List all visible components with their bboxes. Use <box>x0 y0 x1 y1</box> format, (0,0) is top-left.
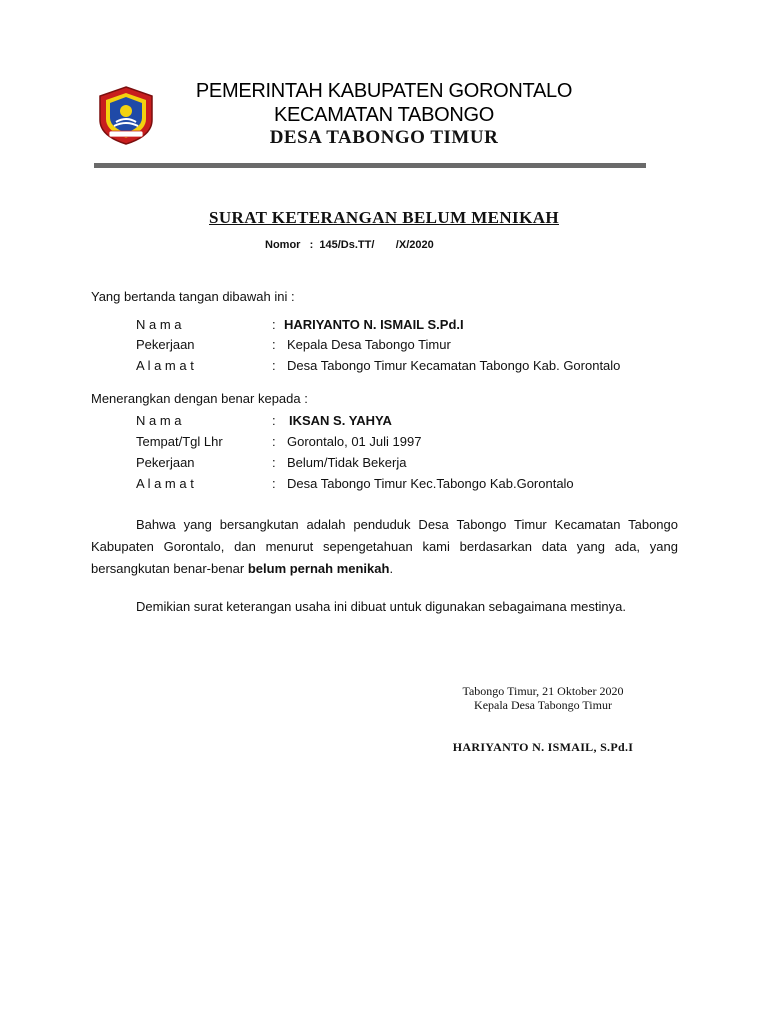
signature-position: Kepala Desa Tabongo Timur <box>474 698 612 712</box>
header-district: KECAMATAN TABONGO <box>273 104 495 126</box>
header-government: PEMERINTAH KABUPATEN GORONTALO <box>195 80 573 102</box>
subject-job-label: Pekerjaan <box>136 455 195 470</box>
colon: : <box>272 476 276 491</box>
subject-name-label: N a m a <box>136 413 182 428</box>
colon: : <box>272 434 276 449</box>
subject-birth-value: Gorontalo, 01 Juli 1997 <box>287 434 422 449</box>
signature-name: HARIYANTO N. ISMAIL, S.Pd.I <box>452 740 634 754</box>
subject-birth-label: Tempat/Tgl Lhr <box>136 434 223 449</box>
intro2-text: Menerangkan dengan benar kepada : <box>91 391 308 406</box>
colon: : <box>272 358 276 373</box>
signer-job-label: Pekerjaan <box>136 337 195 352</box>
letter-title: SURAT KETERANGAN BELUM MENIKAH <box>209 208 559 227</box>
colon: : <box>272 337 276 352</box>
signer-job-value: Kepala Desa Tabongo Timur <box>287 337 451 352</box>
statement-end: . <box>389 561 394 576</box>
colon: : <box>272 413 276 428</box>
subject-name-value: IKSAN S. YAHYA <box>289 413 392 428</box>
statement-text: Bahwa yang bersangkutan adalah penduduk Desa Tabongo Timur Kecamatan Tabongo Kabupaten Gorontalo, dan menurut sepengetahuan kami berdasarkan data yang ada, yang bersangkutan benar-benar <box>91 517 678 576</box>
statement-emphasis: belum pernah menikah <box>247 561 390 576</box>
header-village: DESA TABONGO TIMUR <box>269 127 499 148</box>
signer-address-label: A l a m a t <box>136 358 194 373</box>
colon: : <box>272 455 276 470</box>
signer-name-label: N a m a <box>136 317 182 332</box>
letter-number: Nomor : 145/Ds.TT/ /X/2020 <box>265 239 434 251</box>
subject-address-label: A l a m a t <box>136 476 194 491</box>
subject-address-value: Desa Tabongo Timur Kec.Tabongo Kab.Gorontalo <box>287 476 574 491</box>
intro-text: Yang bertanda tangan dibawah ini : <box>91 289 295 304</box>
statement-paragraph <box>91 514 678 580</box>
signer-address-value: Desa Tabongo Timur Kecamatan Tabongo Kab. Gorontalo <box>287 358 621 373</box>
signature-place-date: Tabongo Timur, 21 Oktober 2020 <box>462 684 624 698</box>
closing-text: Demikian surat keterangan usaha ini dibuat untuk digunakan sebagaimana mestinya. <box>136 599 626 614</box>
header-divider <box>94 163 646 168</box>
signer-name-value: HARIYANTO N. ISMAIL S.Pd.I <box>284 317 464 332</box>
subject-job-value: Belum/Tidak Bekerja <box>287 455 407 470</box>
colon: : <box>272 317 276 332</box>
